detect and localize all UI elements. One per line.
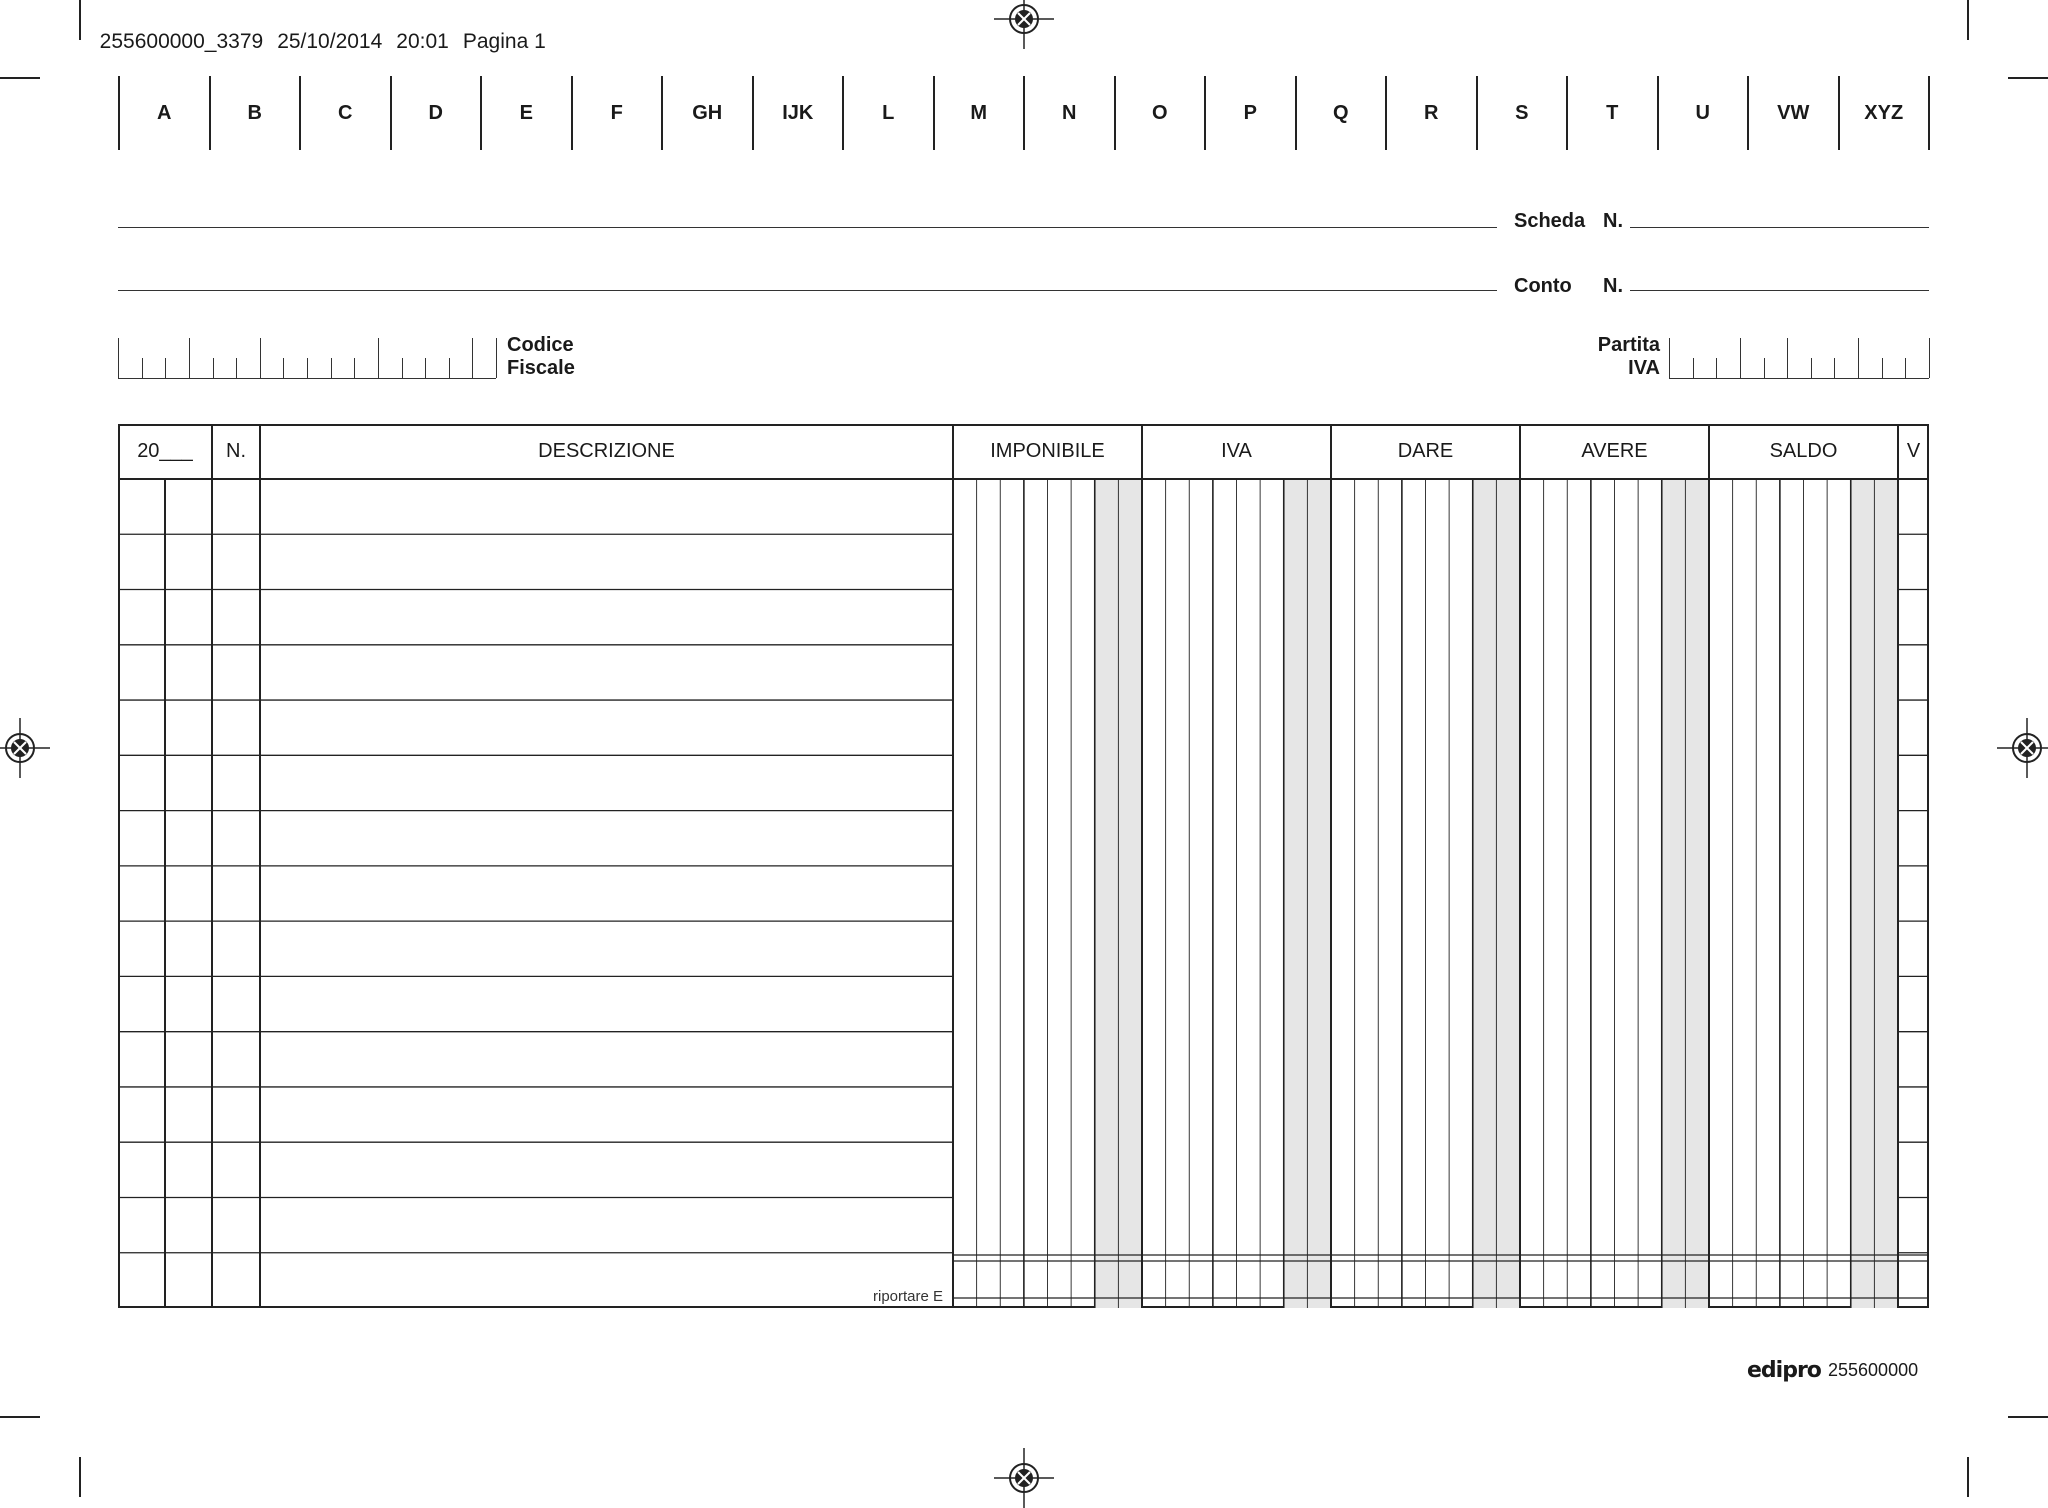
partita-iva-label-line2: IVA <box>1628 357 1660 379</box>
alphabet-tab-m[interactable]: M <box>933 76 1024 150</box>
print-header <box>88 6 560 54</box>
header-iva: IVA <box>1221 440 1252 462</box>
header-avere: AVERE <box>1581 440 1648 462</box>
tick-mark <box>1811 358 1812 378</box>
header-saldo: SALDO <box>1769 440 1838 462</box>
alphabet-tab-n[interactable]: N <box>1023 76 1114 150</box>
tick-mark <box>472 338 473 378</box>
partita-iva-field[interactable] <box>1669 338 1929 379</box>
tick-mark <box>1787 338 1788 378</box>
tick-mark <box>354 358 355 378</box>
name-line <box>118 227 1497 228</box>
partita-iva-label <box>1590 334 1660 380</box>
codice-fiscale-label-line2: Fiscale <box>507 357 575 379</box>
address-line <box>118 290 1497 291</box>
codice-fiscale-label <box>507 334 575 380</box>
registration-mark-icon <box>994 0 1054 49</box>
tick-mark <box>189 338 190 378</box>
tick-mark <box>425 358 426 378</box>
tick-mark <box>1882 358 1883 378</box>
alphabet-tab-r[interactable]: R <box>1385 76 1476 150</box>
print-time: 20:01 <box>396 30 449 53</box>
tick-mark <box>1834 358 1835 378</box>
alphabet-tab-f[interactable]: F <box>571 76 662 150</box>
registration-mark-icon <box>0 718 50 778</box>
codice-fiscale-field[interactable] <box>118 338 496 379</box>
alphabet-tab-o[interactable]: O <box>1114 76 1205 150</box>
print-date: 25/10/2014 <box>277 30 383 53</box>
brand-logo: edipro <box>1747 1358 1821 1383</box>
conto-label: Conto <box>1514 275 1572 297</box>
alphabet-tab-t[interactable]: T <box>1566 76 1657 150</box>
tick-mark <box>1716 358 1717 378</box>
tick-mark <box>142 358 143 378</box>
registration-mark-icon <box>1997 718 2048 778</box>
alphabet-tab-q[interactable]: Q <box>1295 76 1386 150</box>
scheda-number-label: N. <box>1603 210 1623 232</box>
tick-mark <box>236 358 237 378</box>
tick-mark <box>1905 358 1906 378</box>
codice-fiscale-label-line1: Codice <box>507 334 574 356</box>
header-year: 20___ <box>137 440 193 462</box>
tick-mark <box>307 358 308 378</box>
product-code: 255600000 <box>1828 1360 1919 1380</box>
header-description: DESCRIZIONE <box>538 440 675 462</box>
alphabet-tab-s[interactable]: S <box>1476 76 1567 150</box>
crop-mark <box>1967 0 1969 40</box>
ledger-grid <box>118 424 1929 1308</box>
tick-mark <box>402 358 403 378</box>
alphabet-index <box>118 76 1930 150</box>
crop-mark <box>79 1457 81 1497</box>
tick-mark <box>1858 338 1859 378</box>
scheda-number-field[interactable] <box>1630 227 1929 228</box>
alphabet-tab-l[interactable]: L <box>842 76 933 150</box>
crop-mark <box>79 0 81 40</box>
page-number: Pagina 1 <box>462 30 546 53</box>
tick-mark <box>378 338 379 378</box>
alphabet-tab-ijk[interactable]: IJK <box>752 76 843 150</box>
tick-mark <box>1740 338 1741 378</box>
alphabet-tab-c[interactable]: C <box>299 76 390 150</box>
registration-mark-icon <box>994 1448 1054 1508</box>
header-dare: DARE <box>1397 440 1454 462</box>
tick-mark <box>118 338 119 378</box>
partita-iva-label-line1: Partita <box>1597 334 1660 356</box>
alphabet-tab-d[interactable]: D <box>390 76 481 150</box>
alphabet-tab-u[interactable]: U <box>1657 76 1748 150</box>
scheda-label: Scheda <box>1514 210 1586 232</box>
tick-mark <box>165 358 166 378</box>
crop-mark <box>0 77 40 79</box>
tick-mark <box>496 338 497 378</box>
conto-number-label: N. <box>1603 275 1623 297</box>
alphabet-tab-vw[interactable]: VW <box>1747 76 1838 150</box>
tick-mark <box>1693 358 1694 378</box>
alphabet-tab-a[interactable]: A <box>118 76 209 150</box>
alphabet-tab-b[interactable]: B <box>209 76 300 150</box>
crop-mark <box>0 1416 40 1418</box>
alphabet-tab-e[interactable]: E <box>480 76 571 150</box>
header-check: V <box>1906 440 1921 462</box>
crop-mark <box>1967 1457 1969 1497</box>
header-imponibile: IMPONIBILE <box>990 440 1105 462</box>
tick-mark <box>213 358 214 378</box>
carry-forward-label: riportare E <box>873 1288 944 1305</box>
alphabet-tab-p[interactable]: P <box>1204 76 1295 150</box>
alphabet-tab-gh[interactable]: GH <box>661 76 752 150</box>
tick-mark <box>283 358 284 378</box>
header-number: N. <box>226 440 246 462</box>
tick-mark <box>1669 338 1670 378</box>
job-number: 255600000_3379 <box>99 30 264 53</box>
tick-mark <box>1764 358 1765 378</box>
tick-mark <box>260 338 261 378</box>
conto-number-field[interactable] <box>1630 290 1929 291</box>
tick-mark <box>449 358 450 378</box>
crop-mark <box>2008 77 2048 79</box>
alphabet-tab-xyz[interactable]: XYZ <box>1838 76 1931 150</box>
tick-mark <box>1929 338 1930 378</box>
crop-mark <box>2008 1416 2048 1418</box>
tick-mark <box>331 358 332 378</box>
